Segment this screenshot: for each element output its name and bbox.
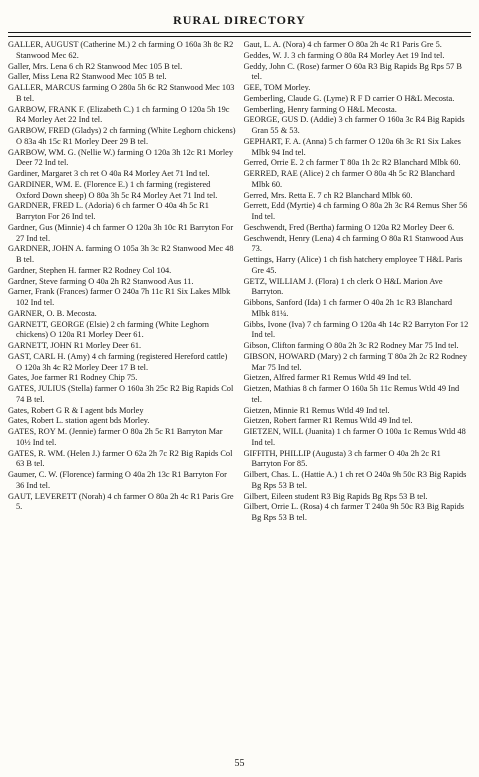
directory-entry: GAUT, LEVERETT (Norah) 4 ch farmer O 80a 2h 4c R1 Paris Gre 5. bbox=[8, 491, 234, 512]
directory-entry: GETZ, WILLIAM J. (Flora) 1 ch clerk O H&L Marion Ave Barryton. bbox=[243, 276, 443, 297]
directory-entry: Gerrett, Edd (Myrtie) 4 ch farming O 80a 2h 3c R4 Remus Sher 56 Ind tel. bbox=[243, 201, 468, 221]
left-column bbox=[8, 40, 236, 751]
directory-entry: GARNER, O. B. Mecosta. bbox=[8, 308, 97, 318]
directory-entry: Gilbert, Eileen student R3 Big Rapids Bg Rps 53 B tel. bbox=[243, 491, 428, 501]
directory-entry: Gardiner, Margaret 3 ch ret O 40a R4 Morley Aet 71 Ind tel. bbox=[8, 169, 210, 178]
directory-entry: Gardner, Gus (Minnie) 4 ch farmer O 120a 3h 10c R1 Barryton For 27 Ind tel. bbox=[8, 222, 234, 243]
directory-entry: GARNETT, GEORGE (Elsie) 2 ch farming (White Leghorn chickens) O 120a R1 Morley Deer 61. bbox=[8, 319, 209, 340]
directory-entry: GIBSON, HOWARD (Mary) 2 ch farming T 80a 2h 2c R2 Rodney Mar 75 Ind tel. bbox=[243, 351, 468, 372]
directory-columns bbox=[8, 40, 471, 751]
directory-entry: Gibbons, Sanford (Ida) 1 ch farmer O 40a 2h 1c R3 Blanchard Mlbk 81¼. bbox=[243, 298, 453, 318]
directory-entry: GEORGE, GUS D. (Addie) 3 ch farmer O 160a 3c R4 Big Rapids Gran 55 & 53. bbox=[243, 115, 465, 135]
directory-entry: GAST, CARL H. (Amy) 4 ch farming (registered Hereford cattle) O 120a 3h 4c R2 Morley Deer 17 B tel. bbox=[8, 351, 228, 372]
directory-entry: GEE, TOM Morley. bbox=[243, 83, 311, 92]
directory-entry: GARBOW, WM. G. (Nellie W.) farming O 120a 3h 12c R1 Morley Deer 72 Ind tel. bbox=[8, 147, 234, 168]
directory-entry: GARDINER, WM. E. (Florence E.) 1 ch farming (registered Oxford Down sheep) O 80a 3h 5c R4 Morley Aet 71 Ind tel. bbox=[8, 179, 218, 200]
directory-entry: Gietzen, Robert farmer R1 Remus Wtld 49 Ind tel. bbox=[243, 416, 413, 426]
directory-entry: GALLER, AUGUST (Catherine M.) 2 ch farming O 160a 3h 8c R2 Stanwood Mec 62. bbox=[8, 40, 234, 60]
directory-entry: Gettings, Harry (Alice) 1 ch fish hatchery employee T H&L Paris Gre 45. bbox=[243, 255, 463, 275]
directory-entry: Gardner, Stephen H. farmer R2 Rodney Col 104. bbox=[8, 265, 172, 275]
directory-entry: GARDNER, JOHN A. farming O 105a 3h 3c R2 Stanwood Mec 48 B tel. bbox=[8, 244, 234, 264]
directory-entry: GARDNER, FRED L. (Adoria) 6 ch farmer O 40a 4h 5c R1 Barryton For 26 Ind tel. bbox=[8, 201, 209, 221]
directory-entry: GERRED, RAE (Alice) 2 ch farmer O 80a 4h 5c R2 Blanchard Mlbk 60. bbox=[243, 169, 455, 189]
directory-entry: Geddy, John C. (Rose) farmer O 60a R3 Big Rapids Bg Rps 57 B tel. bbox=[243, 61, 462, 82]
page-footer bbox=[0, 758, 479, 769]
page-header bbox=[8, 10, 471, 33]
directory-entry: Gardner, Steve farming O 40a 2h R2 Stanwood Aus 11. bbox=[8, 276, 194, 286]
directory-entry: GATES, R. WM. (Helen J.) farmer O 62a 2h 7c R2 Big Rapids Col 63 B tel. bbox=[8, 448, 233, 469]
directory-entry: GARNETT, JOHN R1 Morley Deer 61. bbox=[8, 341, 142, 350]
directory-entry: Gerred, Orrie E. 2 ch farmer T 80a 1h 2c R2 Blanchard Mlbk 60. bbox=[243, 158, 461, 168]
directory-entry: Geschwendt, Henry (Lena) 4 ch farming O 80a R1 Stanwood Aus 73. bbox=[243, 233, 464, 254]
directory-entry: GARBOW, FRED (Gladys) 2 ch farming (White Leghorn chickens) O 83a 4h 15c R1 Morley Deer 29 B tel. bbox=[8, 126, 236, 146]
directory-entry: GATES, ROY M. (Jennie) farmer O 80a 2h 5c R1 Barryton Mar 10½ Ind tel. bbox=[8, 427, 223, 447]
directory-entry: Gaut, L. A. (Nora) 4 ch farmer O 80a 2h 4c R1 Paris Gre 5. bbox=[243, 40, 442, 49]
directory-entry: GATES, JULIUS (Stella) farmer O 160a 3h 25c R2 Big Rapids Col 74 B tel. bbox=[8, 384, 234, 404]
page-title: RURAL DIRECTORY bbox=[173, 13, 306, 27]
page-number: 55 bbox=[234, 758, 245, 769]
directory-entry: Geddes, W. J. 3 ch farming O 80a R4 Morley Aet 19 Ind tel. bbox=[243, 50, 445, 60]
directory-entry: GIFFITH, PHILLIP (Augusta) 3 ch farmer O 40a 2h 2c R1 Barryton For 85. bbox=[243, 448, 441, 469]
directory-entry: Gibson, Clifton farming O 80a 2h 3c R2 Rodney Mar 75 Ind tel. bbox=[243, 341, 459, 350]
directory-entry: Gemberling, Claude G. (Lyme) R F D carrier O H&L Mecosta. bbox=[243, 93, 455, 103]
directory-entry: Gilbert, Orrie L. (Rosa) 4 ch farmer T 240a 9h 50c R3 Big Rapids Bg Rps 53 B tel. bbox=[243, 502, 465, 522]
directory-entry: GARBOW, FRANK F. (Elizabeth C.) 1 ch farming O 120a 5h 19c R4 Morley Aet 22 Ind tel. bbox=[8, 104, 230, 125]
directory-entry: Gemberling, Henry farming O H&L Mecosta. bbox=[243, 104, 397, 114]
directory-entry: Gerred, Mrs. Retta E. 7 ch R2 Blanchard Mlbk 60. bbox=[243, 190, 413, 200]
directory-entry: GIETZEN, WILL (Juanita) 1 ch farmer O 100a 1c Remus Wtld 48 Ind tel. bbox=[243, 427, 466, 447]
directory-entry: Gibbs, Ivone (Iva) 7 ch farming O 120a 4h 14c R2 Barryton For 12 Ind tel. bbox=[243, 319, 469, 340]
directory-entry: Gilbert, Chas. L. (Hattie A.) 1 ch ret O 240a 9h 50c R3 Big Rapids Bg Rps 53 B tel. bbox=[243, 470, 467, 490]
directory-entry: Galler, Mrs. Lena 6 ch R2 Stanwood Mec 105 B tel. bbox=[8, 61, 183, 71]
directory-entry: Gietzen, Alfred farmer R1 Remus Wtld 49 Ind tel. bbox=[243, 373, 412, 383]
directory-entry: Gates, Robert G R & I agent bds Morley bbox=[8, 405, 144, 415]
directory-entry: Gietzen, Minnie R1 Remus Wtld 49 Ind tel. bbox=[243, 405, 390, 415]
directory-entry: Gates, Joe farmer R1 Rodney Chip 75. bbox=[8, 373, 138, 383]
directory-entry: Garner, Frank (Frances) farmer O 240a 7h 11c R1 Six Lakes Mlbk 102 Ind tel. bbox=[8, 287, 231, 307]
directory-entry: GEPHART, F. A. (Anna) 5 ch farmer O 120a 6h 3c R1 Six Lakes Mlbk 94 Ind tel. bbox=[243, 136, 461, 157]
header-rule bbox=[8, 36, 471, 37]
directory-entry: Galler, Miss Lena R2 Stanwood Mec 105 B tel. bbox=[8, 72, 167, 82]
directory-entry: Gietzen, Mathias 8 ch farmer O 160a 5h 11c Remus Wtld 49 Ind tel. bbox=[243, 384, 460, 404]
directory-entry: Geschwendt, Fred (Bertha) farming O 120a R2 Morley Deer 6. bbox=[243, 222, 455, 232]
directory-entry: GALLER, MARCUS farming O 280a 5h 6c R2 Stanwood Mec 103 B tel. bbox=[8, 83, 235, 103]
directory-entry: Gaumer, C. W. (Florence) farming O 40a 2h 13c R1 Barryton For 36 Ind tel. bbox=[8, 470, 227, 490]
directory-entry: Gates, Robert L. station agent bds Morley. bbox=[8, 416, 150, 426]
right-column bbox=[244, 40, 472, 751]
